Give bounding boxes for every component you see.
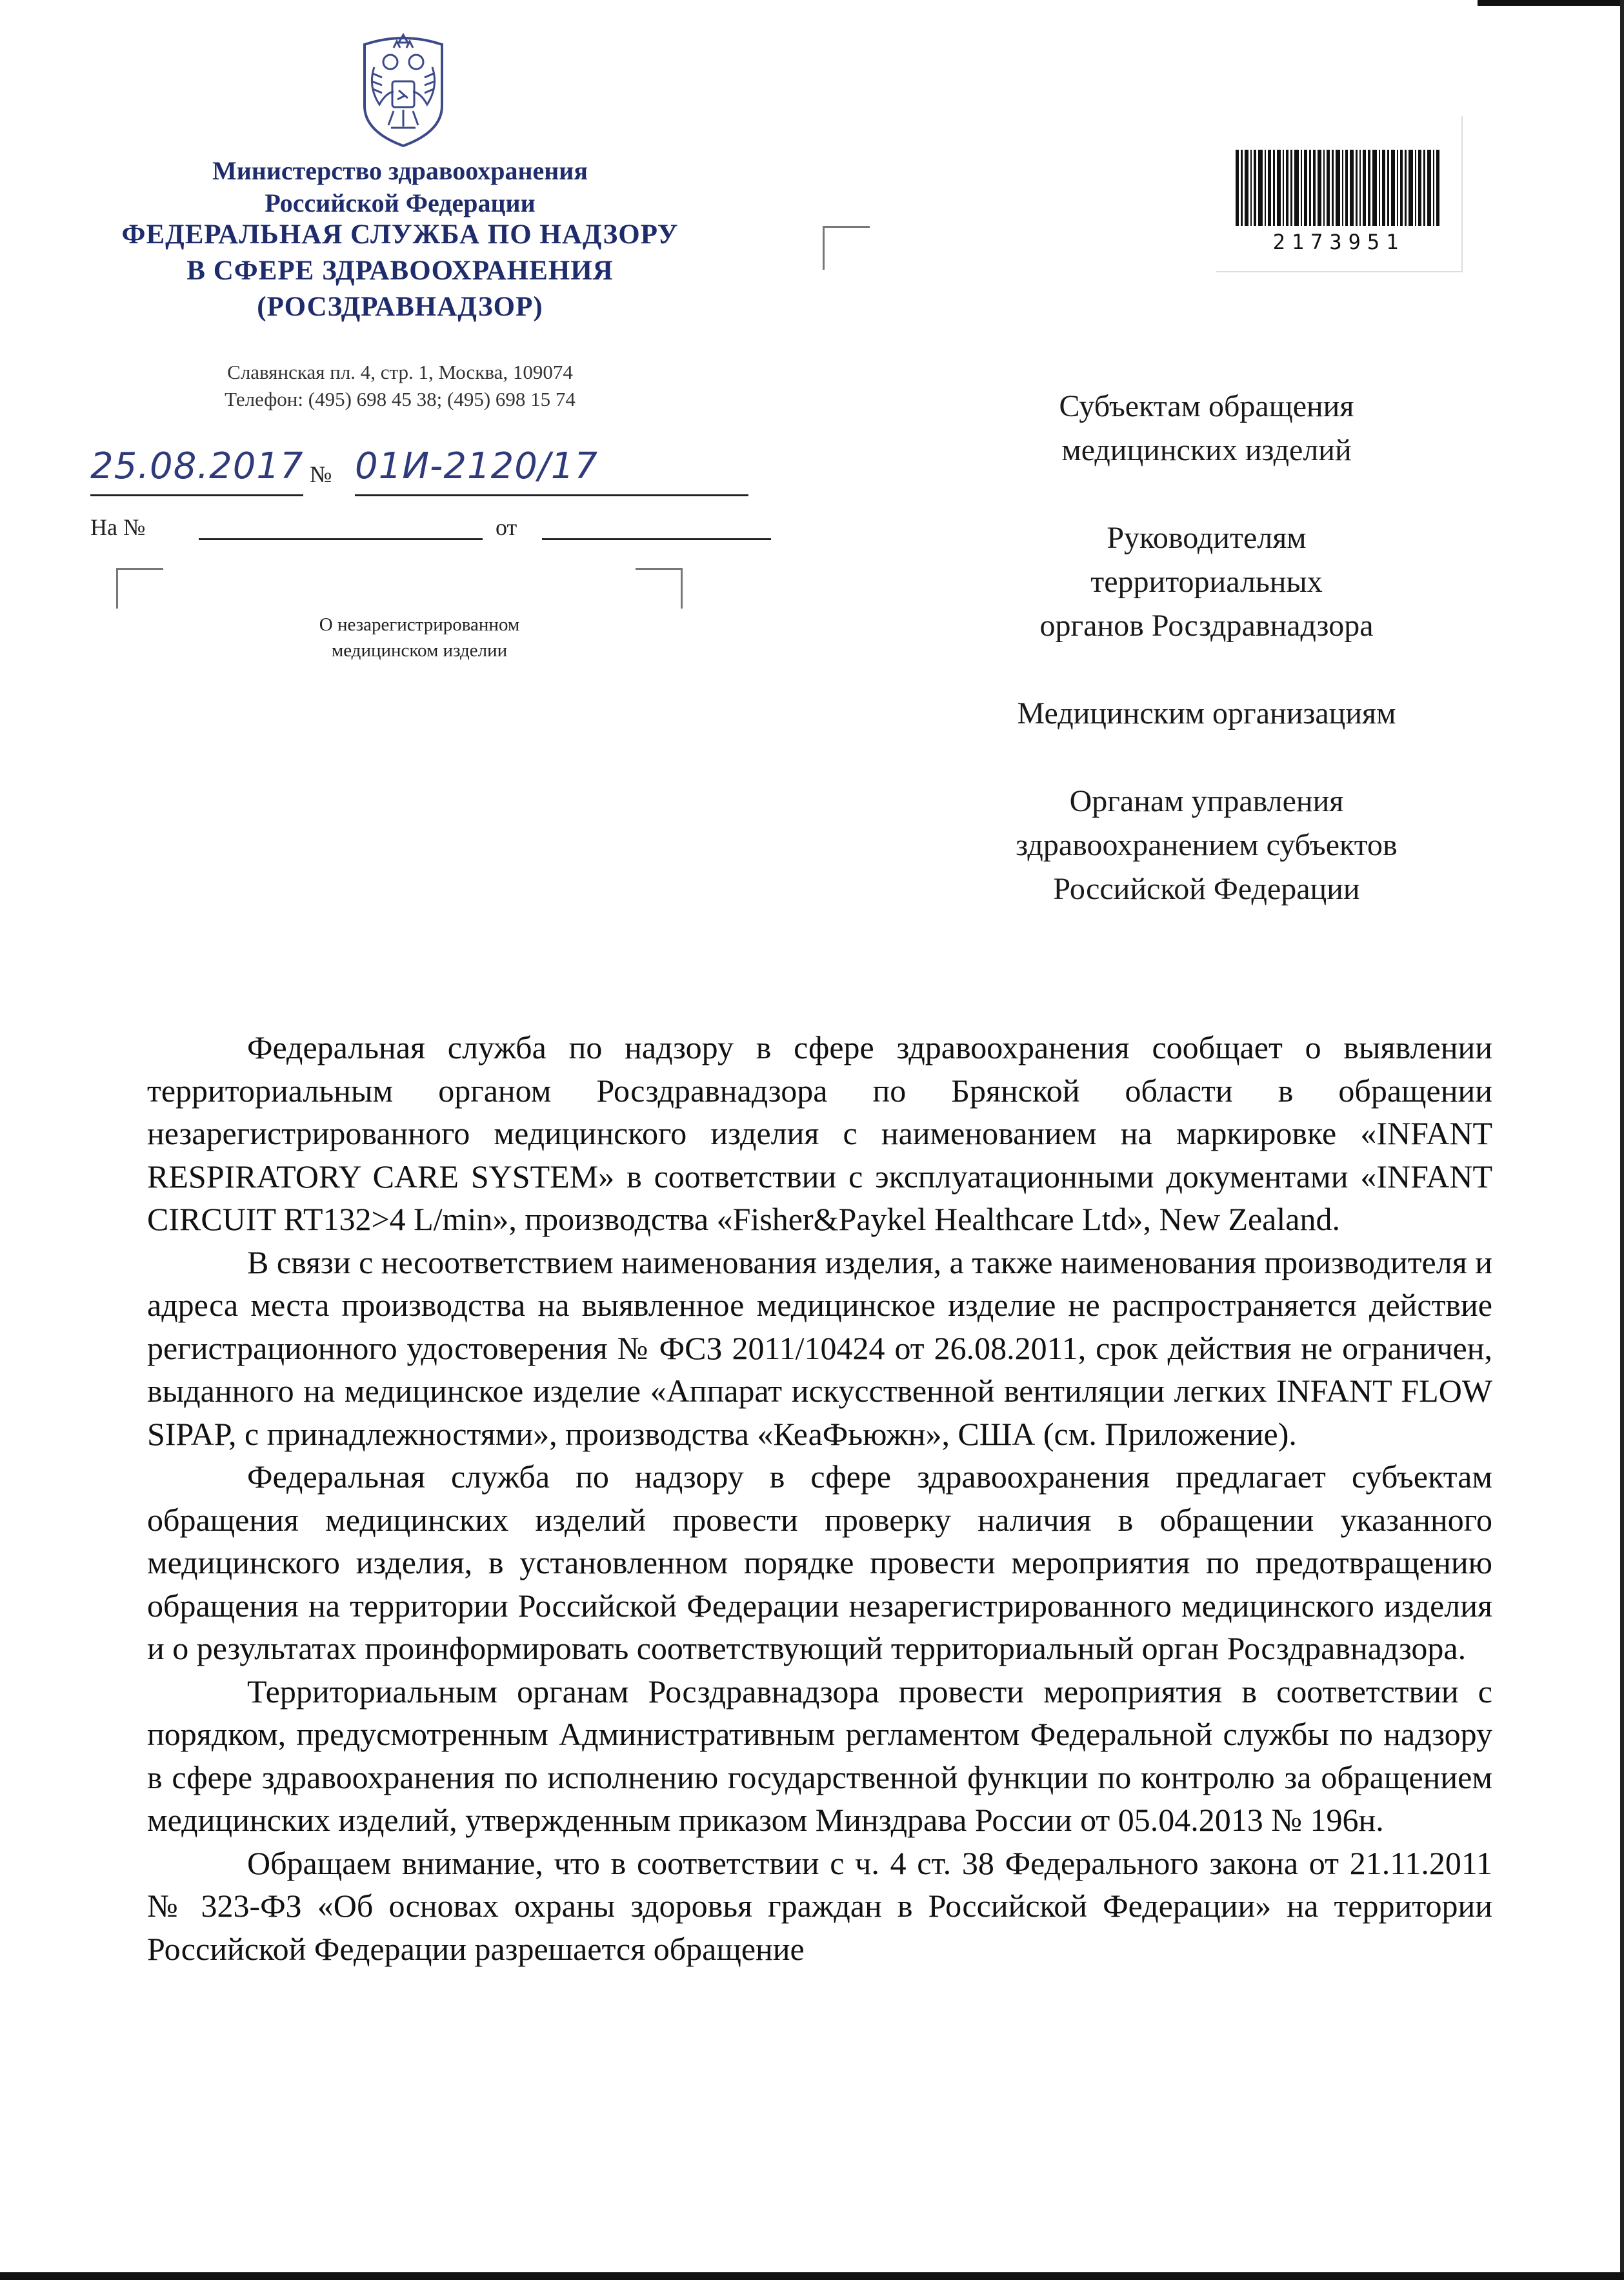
subject-line: О незарегистрированном [319, 614, 520, 635]
barcode [1236, 150, 1442, 226]
ministry-name [116, 155, 684, 219]
body-paragraph: Обращаем внимание, что в соответствии с ч. 4 ст. 38 Федерального закона от 21.11.2011 № 323-ФЗ «Об основах охраны здоровья граждан в Российской Федерации» на территории Российской Федерации разрешается обращение [147, 1844, 1492, 1967]
number-underline [355, 494, 748, 496]
body-paragraph: Территориальным органам Росздравнадзора провести мероприятия в соответствии с порядком, предусмотренным Административным регламентом Федеральной службы по надзору в сфере здравоохранения по исполнению государственной функции по контролю за обращением медицинских изделий, утвержденным приказом Минздрава России от 05.04.2013 № 196н. [147, 1673, 1492, 1838]
bracket-addressee [823, 226, 870, 270]
addressee-line: здравоохранением субъектов [1016, 828, 1398, 862]
addressee-line: органов Росздравнадзора [1039, 609, 1374, 643]
addressee-line: территориальных [1090, 565, 1323, 599]
outgoing-number: 01И-2120/17 [355, 445, 598, 487]
coat-of-arms-icon [355, 28, 452, 151]
reference-from-label: от [496, 514, 517, 540]
service-line: (РОСЗДРАВНАДЗОР) [257, 292, 543, 322]
reference-number-blank [199, 538, 483, 540]
addressee-line: медицинских изделий [1061, 433, 1352, 467]
service-line: В СФЕРЕ ЗДРАВООХРАНЕНИЯ [186, 256, 614, 286]
addressee-item [884, 385, 1529, 472]
addressee-line: Органам управления [1069, 784, 1344, 818]
outgoing-number-row [90, 445, 800, 503]
letter-subject [258, 612, 581, 663]
date-underline [90, 494, 303, 496]
scan-edge-top [1478, 0, 1624, 6]
addressee-item [884, 780, 1529, 911]
scan-edge-right [1620, 0, 1624, 2280]
barcode-number: 2173951 [1272, 230, 1405, 254]
ministry-line: Министерство здравоохранения [212, 156, 588, 185]
addressee-line: Медицинским организациям [1017, 696, 1396, 731]
address-line: Телефон: (495) 698 45 38; (495) 698 15 74 [225, 388, 576, 410]
addressee-item [884, 516, 1529, 648]
reference-date-blank [542, 538, 771, 540]
reference-row [90, 510, 800, 549]
service-line: ФЕДЕРАЛЬНАЯ СЛУЖБА ПО НАДЗОРУ [121, 219, 679, 250]
ministry-line: Российской Федерации [265, 188, 536, 217]
body-paragraph: Федеральная служба по надзору в сфере здравоохранения предлагает субъектам обращения медицинских изделий провести проверку наличия в обращении указанного медицинского изделия, в установленном порядке провести мероприятия по предотвращению обращения на территории Российской Федерации незарегистрированного медицинского изделия и о результатах проинформировать соответствующий территориальный орган Росздравнадзора. [147, 1458, 1492, 1666]
service-name [90, 217, 710, 325]
number-sign: № [310, 461, 332, 487]
scan-edge-bottom [0, 2272, 1624, 2280]
outgoing-date: 25.08.2017 [90, 445, 304, 487]
sender-address [116, 359, 684, 413]
body-paragraph: В связи с несоответствием наименования изделия, а также наименования производителя и адреса места производства на выявленное медицинское изделие не распространяется действие регистрационного удостоверения № ФСЗ 2011/10424 от 26.08.2011, срок действия не ограничен, выданного на медицинское изделие «Аппарат искусственной вентиляции легких INFANT FLOW SIPAP, с принадлежностями», производства «КеаФьюжн», США (см. Приложение). [147, 1244, 1492, 1452]
body-paragraph: Федеральная служба по надзору в сфере здравоохранения сообщает о выявлении территориальным органом Росздравнадзора по Брянской области в обращении незарегистрированного медицинского изделия с наименованием на маркировке «INFANT RESPIRATORY CARE SYSTEM» в соответствии с эксплуатационными документами «INFANT CIRCUIT RT132>4 L/min», производства «Fisher&Paykel Healthcare Ltd», New Zealand. [147, 1029, 1492, 1237]
addressee-block [884, 385, 1529, 955]
addressee-line: Субъектам обращения [1059, 389, 1354, 423]
letter-body [147, 1026, 1492, 1970]
subject-line: медицинском изделии [331, 640, 508, 661]
address-line: Славянская пл. 4, стр. 1, Москва, 109074 [227, 361, 573, 383]
reference-label: На № [90, 514, 146, 540]
bracket-right [636, 568, 683, 609]
addressee-item [884, 692, 1529, 736]
bracket-left [116, 568, 163, 609]
addressee-line: Руководителям [1107, 521, 1307, 555]
addressee-line: Российской Федерации [1053, 872, 1360, 906]
